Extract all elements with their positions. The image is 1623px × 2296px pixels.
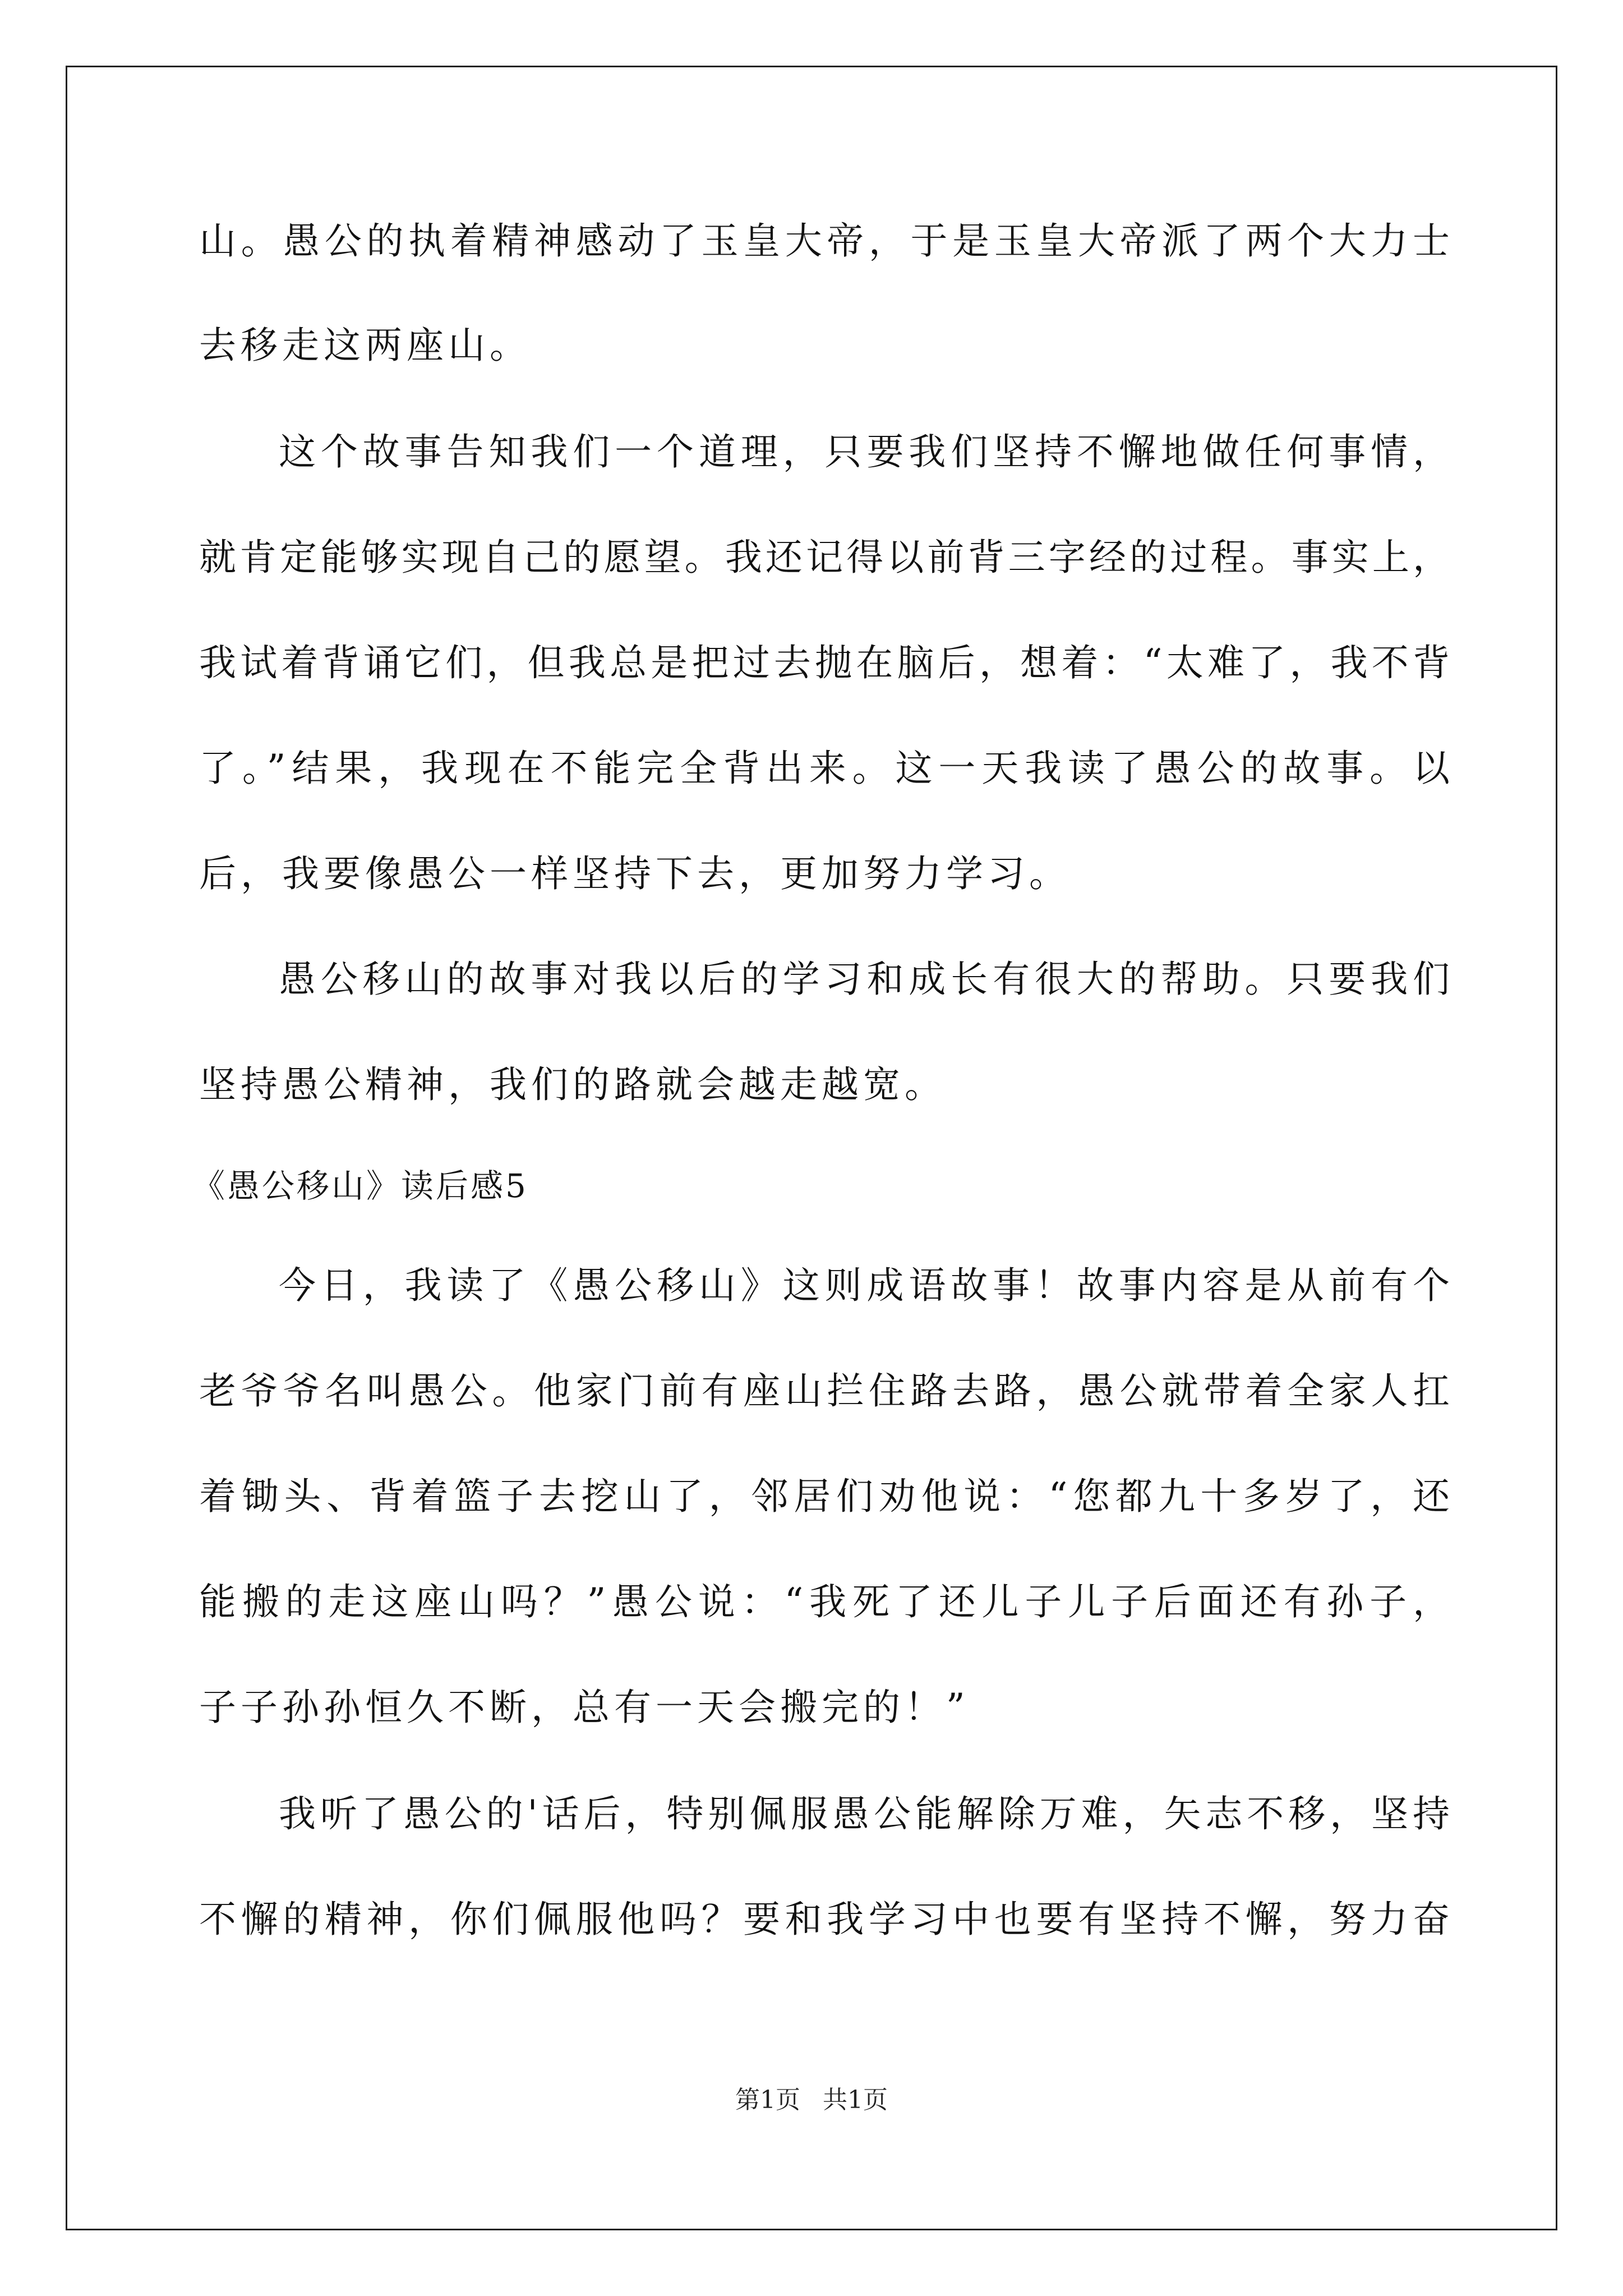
paragraph-2-line-3: 我试着背诵它们，但我总是把过去抛在脑后，想着：“太难了，我不背: [199, 641, 1450, 684]
paragraph-2-line-1: 这个故事告知我们一个道理，只要我们坚持不懈地做任何事情，: [279, 430, 1450, 473]
paragraph-2-line-2: 就肯定能够实现自己的愿望。我还记得以前背三字经的过程。事实上，: [199, 536, 1450, 579]
paragraph-3-line-2: 坚持愚公精神，我们的路就会越走越宽。: [199, 1063, 946, 1106]
page-number-current: 第1页: [735, 2086, 800, 2114]
paragraph-4-line-4: 能搬的走这座山吗？”愚公说：“我死了还儿子儿子后面还有孙子，: [199, 1580, 1450, 1623]
paragraph-2-line-4: 了。”结果，我现在不能完全背出来。这一天我读了愚公的故事。以: [199, 747, 1450, 790]
paragraph-4-line-5: 子子孙孙恒久不断，总有一天会搬完的！”: [199, 1686, 970, 1729]
paragraph-4-line-3: 着锄头、背着篮子去挖山了，邻居们劝他说：“您都九十多岁了，还: [199, 1475, 1450, 1518]
paragraph-4-line-2: 老爷爷名叫愚公。他家门前有座山拦住路去路，愚公就带着全家人扛: [199, 1369, 1450, 1412]
page-number-total: 共1页: [823, 2086, 888, 2114]
page-footer: [0, 2083, 1623, 2117]
paragraph-5-line-1: 我听了愚公的'话后，特别佩服愚公能解除万难，矢志不移，坚持: [279, 1792, 1450, 1835]
paragraph-4-line-1: 今日，我读了《愚公移山》这则成语故事！故事内容是从前有个: [279, 1264, 1450, 1307]
paragraph-3-line-1: 愚公移山的故事对我以后的学习和成长有很大的帮助。只要我们: [279, 958, 1450, 1001]
paragraph-5-line-2: 不懈的精神，你们佩服他吗？要和我学习中也要有坚持不懈，努力奋: [199, 1898, 1450, 1941]
paragraph-1-line-1: 山。愚公的执着精神感动了玉皇大帝，于是玉皇大帝派了两个大力士: [199, 219, 1450, 263]
paragraph-2-line-5: 后，我要像愚公一样坚持下去，更加努力学习。: [199, 852, 1071, 895]
paragraph-1-line-2: 去移走这两座山。: [199, 324, 531, 367]
section-heading: 《愚公移山》读后感5: [192, 1167, 528, 1205]
